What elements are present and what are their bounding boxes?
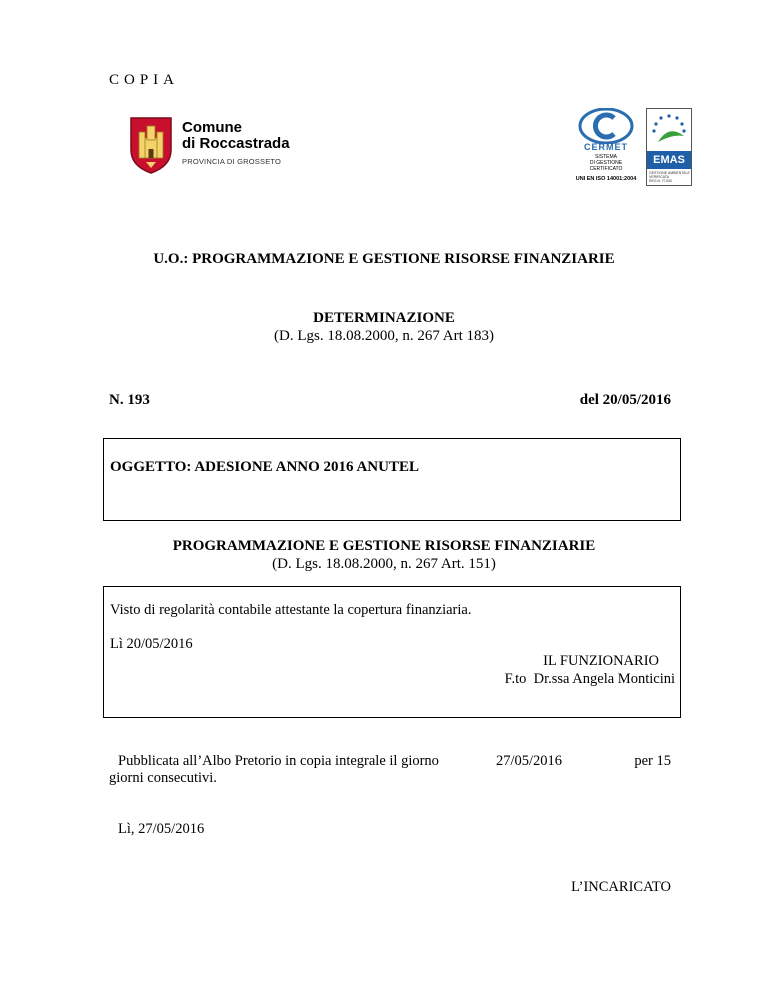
provincia-label: PROVINCIA DI GROSSETO [182, 157, 282, 166]
visto-box [103, 586, 681, 718]
determinazione-number: N. 193 [109, 392, 150, 408]
cermet-badge-icon [578, 108, 634, 144]
emas-label: EMAS [647, 151, 691, 169]
section2-title: PROGRAMMAZIONE E GESTIONE RISORSE FINANZIARIE [172, 538, 596, 554]
cert-line2: DI GESTIONE [589, 160, 623, 166]
pubblicazione-text-line1: Pubblicata all’Albo Pretorio in copia integrale il giorno [118, 753, 439, 769]
coat-of-arms-icon [129, 116, 173, 174]
cert-line1: SISTEMA [595, 154, 617, 160]
comune-name-line1: Comune [182, 119, 242, 136]
pubblicazione-li-date: Lì, 27/05/2016 [118, 821, 205, 837]
emas-stars-icon [650, 112, 688, 146]
oggetto-box [103, 438, 681, 521]
incaricato-label: L’INCARICATO [571, 879, 671, 895]
funzionario-signature: F.to Dr.ssa Angela Monticini [504, 671, 675, 687]
cert-iso: UNI EN ISO 14001:2004 [575, 176, 637, 182]
emas-logo [646, 108, 692, 186]
pubblicazione-period: per 15 [634, 753, 671, 769]
emas-small1: GESTIONE AMBIENTALE [649, 171, 690, 175]
cert-line3: CERTIFICATO [589, 166, 623, 172]
comune-logo [129, 116, 314, 174]
emas-small2: VERIFICATA [649, 175, 670, 179]
determinazione-title: DETERMINAZIONE [313, 310, 455, 326]
determinazione-ref: (D. Lgs. 18.08.2000, n. 267 Art 183) [274, 328, 494, 344]
comune-name-line2: di Roccastrada [182, 135, 290, 152]
section2-ref: (D. Lgs. 18.08.2000, n. 267 Art. 151) [272, 556, 496, 572]
pubblicazione-date: 27/05/2016 [496, 753, 563, 769]
funzionario-role: IL FUNZIONARIO [543, 653, 659, 669]
unit-heading: U.O.: PROGRAMMAZIONE E GESTIONE RISORSE FINANZIARIE [153, 251, 615, 267]
visto-text: Visto di regolarità contabile attestante la copertura finanziaria. [110, 602, 472, 618]
determinazione-date: del 20/05/2016 [579, 392, 671, 408]
visto-date: Lì 20/05/2016 [110, 636, 193, 652]
cermet-certification-logo [571, 108, 641, 186]
cermet-brand: CERMET [584, 142, 628, 152]
copia-label: COPIA [109, 72, 180, 88]
emas-small3: REG.N. IT-000 [649, 179, 672, 183]
pubblicazione-text-line2: giorni consecutivi. [109, 770, 217, 786]
oggetto-text: OGGETTO: ADESIONE ANNO 2016 ANUTEL [110, 459, 419, 475]
